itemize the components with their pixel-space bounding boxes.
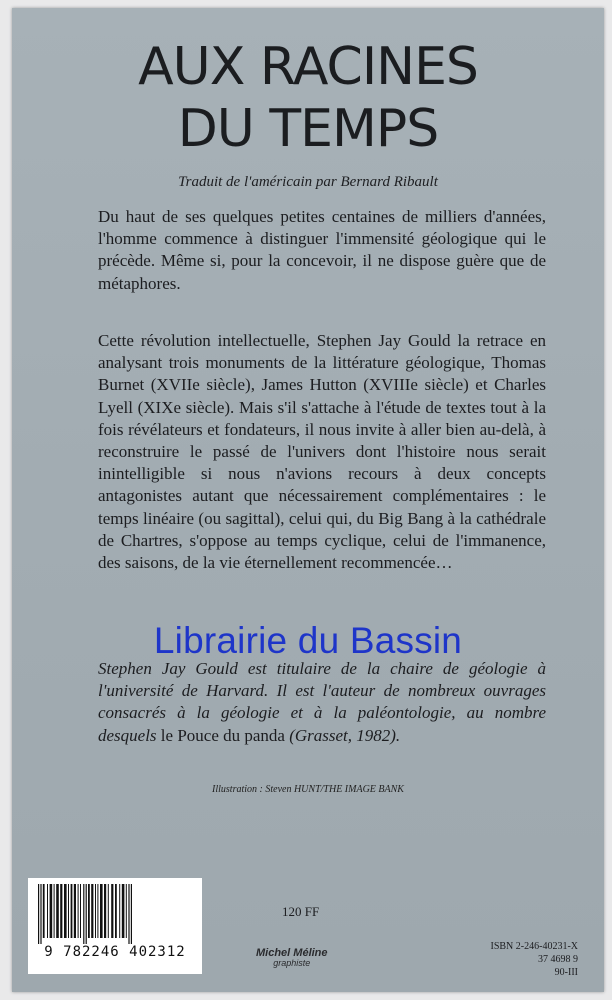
book-title bbox=[12, 36, 604, 160]
title-line-2: DU TEMPS bbox=[177, 99, 439, 159]
catalog-code-2: 90-III bbox=[554, 967, 578, 978]
author-bio-book-title: le Pouce du panda bbox=[160, 725, 285, 745]
publisher-logo bbox=[256, 948, 328, 968]
isbn: ISBN 2-246-40231-X bbox=[490, 941, 578, 952]
price: 120 FF bbox=[282, 904, 320, 919]
bookseller-watermark: Librairie du Bassin bbox=[153, 620, 463, 661]
author-bio-publisher: (Grasset, 1982). bbox=[284, 725, 401, 745]
publisher-subtitle: graphiste bbox=[273, 958, 311, 968]
author-bio-text: Stephen Jay Gould est titulaire de la chaire de géologie à l'université de Harvard. Il est l'auteur de nombreux ouvrages consacrés à la géologie et à la paléontologie, au nombre desquels bbox=[98, 659, 546, 745]
barcode bbox=[28, 878, 202, 974]
back-cover bbox=[12, 8, 604, 992]
blurb-paragraph-2: Cette révolution intellectuelle, Stephen Jay Gould la retrace en analysant trois monuments de la littérature géologique, Thomas Burnet (XVIIe siècle), James Hutton (XVIIIe siècle) et Charles Lyell (XIXe siècle). Mais s'il s'attache à l'étude de textes tout à la fois révélateurs et fondateurs, il nous invite à aller bien au-delà, à reconstruire le passé de l'univers dont l'histoire nous serait inintelligible si nous n'avions recours à deux concepts antagonistes autant que nécessairement complémentaires : le temps linéaire (ou sagittal), celui qui, du Big Bang à la cathédrale de Chartres, s'oppose au temps cyclique, celui de l'immanence, des saisons, de la vie éternellement recommencée… bbox=[98, 331, 546, 573]
illustration-credit: Illustration : Steven HUNT/THE IMAGE BANK bbox=[212, 784, 404, 795]
catalog-code-1: 37 4698 9 bbox=[538, 954, 578, 965]
barcode-icon bbox=[36, 884, 194, 944]
isbn-block bbox=[491, 940, 579, 979]
title-line-1: AUX RACINES bbox=[138, 37, 478, 97]
blurb-paragraph-1: Du haut de ses quelques petites centaines de milliers d'années, l'homme commence à distinguer l'immensité géologique qui le précède. Même si, pour la concevoir, il ne dispose guère que de métaphores. bbox=[98, 207, 546, 293]
translator-credit: Traduit de l'américain par Bernard Ribault bbox=[178, 174, 438, 190]
publisher-name: Michel Méline bbox=[256, 947, 328, 959]
author-bio bbox=[98, 658, 546, 747]
barcode-digits: 9 782246 402312 bbox=[44, 944, 186, 960]
